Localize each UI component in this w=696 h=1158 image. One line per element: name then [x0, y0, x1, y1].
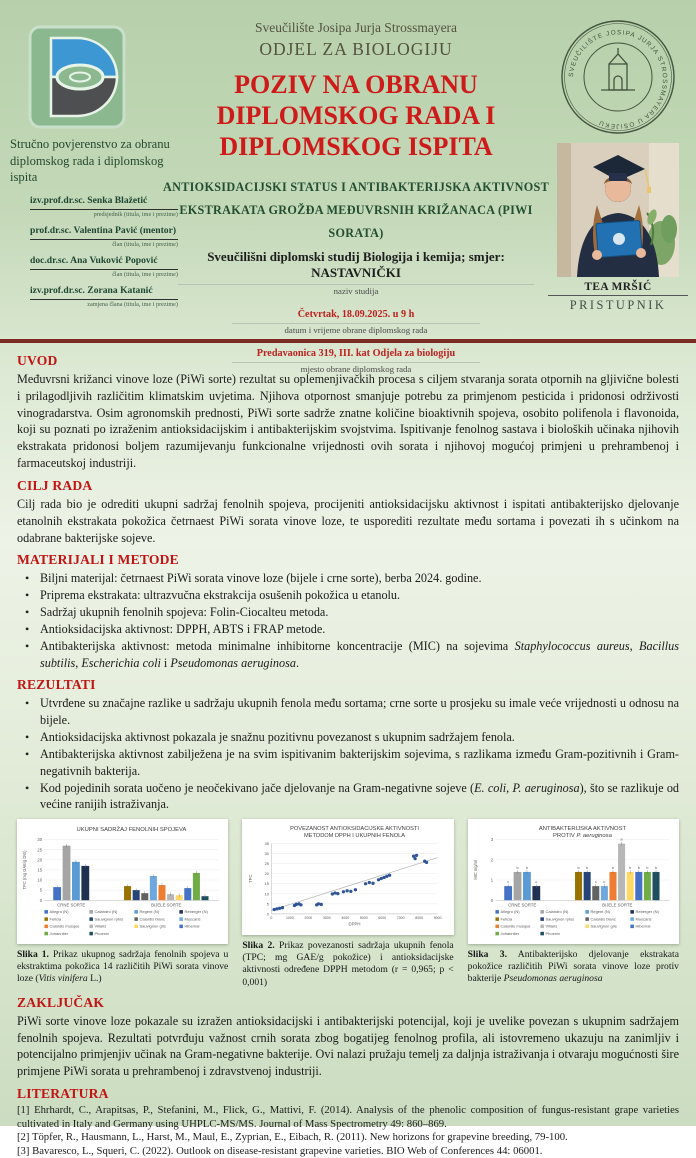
committee-member: [30, 285, 178, 308]
svg-text:Johanniter: Johanniter: [49, 931, 69, 937]
study-programme-label: naziv studija: [333, 286, 379, 297]
svg-text:30: 30: [37, 837, 42, 843]
section-heading-metode: MATERIJALI I METODE: [17, 552, 179, 568]
figure-2-chart-panel: [242, 819, 453, 935]
svg-text:1000: 1000: [286, 916, 295, 921]
svg-text:Villaris: Villaris: [545, 923, 557, 929]
svg-text:15: 15: [37, 867, 42, 873]
figure-1-chart-panel: [17, 819, 228, 943]
section-heading-cilj: CILJ RADA: [17, 477, 93, 493]
committee-member: [30, 255, 178, 278]
metode-list: [17, 570, 679, 671]
svg-text:20: 20: [37, 857, 42, 863]
scatter-chart-dpph-tpc: [244, 822, 451, 932]
svg-text:Felicia: Felicia: [500, 916, 512, 922]
svg-text:b: b: [585, 866, 588, 871]
defense-datetime-label: datum i vrijeme obrane diplomskog rada: [284, 325, 428, 336]
cilj-text: Cilj rada bio je odrediti ukupni sadržaj fenolnih spojeva, procijeniti antioksidacijsku aktivnost i ispitati antibakterijsko djelovanje etanolnih ekstrakata pokožica četrnaest PiWi sorata vinove loze, te usporediti rezultate među sortama i povezati ih s učinkom na odabrane bakterijske sojeve.: [17, 496, 679, 545]
svg-text:b: b: [516, 866, 519, 871]
svg-text:Calardis musque: Calardis musque: [500, 923, 531, 929]
svg-text:10: 10: [37, 877, 42, 883]
svg-text:Sauvignon gris: Sauvignon gris: [139, 923, 166, 929]
svg-text:Calandro (N): Calandro (N): [94, 909, 118, 915]
study-programme: Sveučilišni diplomski studij Biologija i kemija; smjer: NASTAVNIČKI: [207, 249, 505, 281]
header-right: [548, 18, 688, 313]
svg-text:c: c: [506, 880, 509, 885]
svg-text:Muscaris: Muscaris: [635, 916, 652, 922]
svg-text:Villaris: Villaris: [94, 923, 107, 929]
defense-datetime: Četvrtak, 18.09.2025. u 9 h: [297, 309, 415, 321]
svg-text:c: c: [603, 880, 605, 885]
divider: [232, 362, 480, 363]
rezultati-list: [17, 695, 679, 813]
svg-text:Reberger (N): Reberger (N): [184, 909, 208, 915]
svg-text:Felicia: Felicia: [49, 916, 62, 922]
list-item: • Antioksidacijska aktivnost: DPPH, ABTS i FRAP metode.: [17, 621, 679, 638]
svg-text:Sauvignon rytos: Sauvignon rytos: [94, 916, 124, 922]
svg-text:25: 25: [264, 861, 270, 867]
poster-body: [0, 344, 696, 1158]
logo-graphic: [27, 24, 127, 130]
svg-text:POVEZANOST ANTIOKSIDACIJSKE AK: POVEZANOST ANTIOKSIDACIJSKE AKTIVNOSTI: [290, 826, 420, 833]
svg-text:Regent (N): Regent (N): [139, 909, 160, 915]
section-heading-zakljucak: ZAKLJUČAK: [17, 994, 105, 1010]
committee-member-role: član (titula, ime i prezime): [112, 240, 178, 248]
svg-text:0: 0: [39, 898, 42, 904]
committee-member-role: član (titula, ime i prezime): [112, 270, 178, 278]
list-item: • Antibakterijska aktivnost: metoda minimalne inhibitorne koncentracije (MIC) na sojevima Staphylococcus aureus, Bacillus subtilis, Escherichia coli i Pseudomonas aeruginosa.: [17, 638, 679, 672]
svg-text:20: 20: [264, 871, 270, 877]
figure-2-caption: Slika 2. Prikaz povezanosti sadržaja ukupnih fenola (TPC; mg GAE/g pokožice) i antioksidacijske aktivnosti određene DPPH metodom (r = 0,965; p < 0,001): [242, 939, 454, 988]
committee-member: [30, 225, 178, 248]
committee-member-role: zamjena člana (titula, ime i prezime): [87, 300, 178, 308]
uvod-text: Međuvrsni križanci vinove loze (PiWi sorte) rezultat su oplemenjivačkih procesa s ciljem stvaranja sorata otpornih na gljivične bolesti i prilagodljivih različitim klimatskim uvjetima. Njihova otpornost smanjuje potrebu za primjenom pesticida i pridonosi održivosti vinogradarstva. Osim agronomskih prednosti, PiWi sorte sadrže znatne količine bioaktivnih spojeva, osobito polifenola i flavonoida, koji su poznati po izraženim antioksidacijskim i antibakterijskim svojstvima. Ispitivanje fenolnog sastava i bioloških učinaka njihovih ekstrakata pridonosi boljem razumijevanju funkcionalne vrijednosti ovih sorata i njihovoj mogućoj primjeni u prehrambenoj i farmaceutskoj industriji.: [17, 372, 679, 471]
committee-member-role: predsjednik (titula, ime i prezime): [93, 210, 178, 218]
svg-text:6000: 6000: [378, 916, 387, 921]
seal-emblem-icon: [601, 48, 635, 90]
svg-text:DPPH: DPPH: [348, 921, 361, 927]
svg-text:3: 3: [490, 837, 493, 843]
svg-text:9000: 9000: [434, 916, 442, 921]
reference-item: [1] Ehrhardt, C., Arapitsas, P., Stefanini, M., Flick, G., Mattivi, F. (2014). Analysis of the phenolic composition of fungus-resistant grape varieties cultivated in Italy and Germany using UHPLC-MS/MS. Journal of Mass Spectrometry 49: 860–869.: [17, 1104, 679, 1130]
svg-text:Sauvignon gris: Sauvignon gris: [590, 923, 617, 929]
list-item: • Antibakterijska aktivnost zabilježena je na svim ispitivanim bakterijskim sojevima, s razlikama između Gram-pozitivnih i Gram-negativnih bakterija.: [17, 746, 679, 780]
svg-text:35: 35: [264, 841, 270, 847]
svg-text:Hibernal: Hibernal: [184, 923, 200, 929]
defense-venue-label: mjesto obrane diplomskog rada: [300, 364, 412, 375]
defense-venue: Predavaonica 319, III. kat Odjela za biologiju: [256, 348, 456, 360]
svg-text:b: b: [611, 866, 614, 871]
list-item: • Kod pojedinih sorata uočeno je neočekivano jače djelovanje na Gram-negativne sojeve (E. coli, P. aeruginosa), što se razlikuje od većine ranijih istraživanja.: [17, 780, 679, 814]
committee-panel: [10, 136, 178, 315]
svg-text:Calandro (N): Calandro (N): [545, 909, 569, 915]
svg-text:c: c: [535, 880, 537, 885]
committee-label: Stručno povjerenstvo za obranu diplomskog rada i diplomskog ispita: [10, 137, 170, 185]
svg-text:0: 0: [490, 898, 493, 904]
biology-department-logo-icon: [27, 24, 127, 130]
svg-text:CRNE SORTE: CRNE SORTE: [57, 902, 86, 908]
university-name: Sveučilište Josipa Jurja Strossmayera: [254, 20, 458, 35]
thesis-title: ANTIOKSIDACIJSKI STATUS I ANTIBAKTERIJSKA AKTIVNOST EKSTRAKATA GROŽĐA MEĐUVRSNIH KRIŽANACA (PIWI SORATA): [163, 179, 549, 240]
university-seal-icon: [559, 18, 677, 136]
svg-text:PROTIV P. aeruginosa: PROTIV P. aeruginosa: [552, 833, 612, 840]
svg-text:Reberger (N): Reberger (N): [635, 909, 659, 915]
svg-text:1: 1: [490, 877, 493, 883]
committee-member-name: izv.prof.dr.sc. Senka Blažetić: [30, 195, 178, 210]
department-name: ODJEL ZA BIOLOGIJU: [259, 39, 453, 59]
svg-text:5000: 5000: [360, 916, 368, 921]
poster-title: POZIV NA OBRANU DIPLOMSKOG RADA I DIPLOMSKOG ISPITA: [216, 70, 496, 162]
svg-text:4000: 4000: [341, 916, 350, 921]
svg-text:0: 0: [267, 911, 270, 917]
svg-text:2: 2: [490, 857, 493, 863]
svg-text:Regent (N): Regent (N): [590, 909, 610, 915]
svg-text:METODOM DPPH I UKUPNIH FENOLA: METODOM DPPH I UKUPNIH FENOLA: [304, 833, 406, 840]
figure-2: [242, 819, 453, 989]
bar-chart-antibacterial-mic: [470, 822, 677, 940]
svg-text:0: 0: [270, 916, 273, 921]
candidate-role-label: PRISTUPNIK: [569, 298, 667, 312]
zakljucak-text: PiWi sorte vinove loze pokazale su izražen antioksidacijski i antibakterijski potencijal, koji je uvelike povezan s ukupnim sadržajem fenolnih spojeva. Rezultati potvrđuju važnost crnih sorata zbog bogatijeg fenolnog profila, ali istovremeno ukazuju na zanimljiv i potencijalno primjenjiv učinak na Gram-negativne bakterije. Ovi nalazi pružaju temelj za daljnja istraživanja i otvaraju mogućnosti šire primjene PiWi sorata u prehrambenoj i zdravstvenoj industriji.: [17, 1013, 679, 1079]
svg-text:Muscaris: Muscaris: [184, 916, 201, 922]
committee-member-name: doc.dr.sc. Ana Vuković Popović: [30, 255, 178, 270]
list-item: • Antioksidacijska aktivnost pokazala je snažnu pozitivnu povezanost s ukupnim sadržajem fenola.: [17, 729, 679, 746]
svg-text:8000: 8000: [415, 916, 424, 921]
references-list: [17, 1104, 679, 1158]
svg-text:25: 25: [37, 847, 42, 853]
list-item: • Priprema ekstrakata: ultrazvučna ekstrakcija osušenih pokožica u etanolu.: [17, 587, 679, 604]
figure-3-caption: Slika 3. Antibakterijsko djelovanje ekstrakata pokožice različitih PiWi sorata vinove loze protiv bakterije Pseudomonas aeruginosa: [467, 948, 679, 985]
svg-text:SVEUČILIŠTE JOSIPA JURJA STROS: SVEUČILIŠTE JOSIPA JURJA STROSSMAYERA U OSIJEKU: [567, 29, 669, 130]
svg-text:Allegro (N): Allegro (N): [49, 909, 69, 915]
svg-text:Calardis blanc: Calardis blanc: [590, 916, 616, 922]
svg-text:CRNE SORTE: CRNE SORTE: [507, 902, 536, 908]
svg-text:5: 5: [39, 887, 42, 893]
figure-1-caption: Slika 1. Prikaz ukupnog sadržaja fenolnih spojeva u ekstraktima pokožica 14 različitih PiWi sorata vinove loze (Vitis vinifera L.): [17, 948, 229, 985]
svg-text:TPC: TPC: [248, 874, 254, 884]
svg-text:b: b: [628, 866, 631, 871]
svg-text:Allegro (N): Allegro (N): [500, 909, 520, 915]
section-heading-uvod: UVOD: [17, 353, 58, 368]
svg-text:Sauvignon rytos: Sauvignon rytos: [545, 916, 574, 922]
section-heading-literatura: LITERATURA: [17, 1086, 109, 1102]
svg-text:7000: 7000: [397, 916, 405, 921]
svg-text:ANTIBAKTERIJSKA AKTIVNOST: ANTIBAKTERIJSKA AKTIVNOST: [538, 826, 626, 833]
svg-text:Hibernal: Hibernal: [635, 923, 651, 929]
svg-text:Johanniter: Johanniter: [500, 931, 519, 937]
header-divider: [0, 339, 696, 343]
svg-text:b: b: [646, 866, 649, 871]
svg-text:a: a: [620, 837, 623, 842]
list-item: • Biljni materijal: četrnaest PiWi sorata vinove loze (bijele i crne sorte), berba 2024. godine.: [17, 570, 679, 587]
student-photo: [557, 143, 679, 277]
svg-text:b: b: [577, 866, 580, 871]
figure-1: [17, 819, 228, 985]
svg-text:b: b: [525, 866, 528, 871]
svg-text:10: 10: [264, 891, 270, 897]
svg-text:Calardis musque: Calardis musque: [49, 923, 80, 929]
svg-text:2000: 2000: [304, 916, 313, 921]
svg-text:TPC (mg GAE/g DW): TPC (mg GAE/g DW): [21, 850, 27, 890]
list-item: • Utvrđene su značajne razlike u sadržaju ukupnih fenola među sortama; crne sorte u prosjeku su imale veće vrijednosti u odnosu na bijele.: [17, 695, 679, 729]
divider: [178, 284, 535, 285]
svg-text:UKUPNI SADRŽAJ FENOLNIH SPOJEV: UKUPNI SADRŽAJ FENOLNIH SPOJEVA: [76, 827, 187, 834]
svg-text:Phoenix: Phoenix: [545, 931, 560, 937]
svg-text:MIC mg/ml: MIC mg/ml: [472, 860, 478, 881]
svg-text:15: 15: [264, 881, 270, 887]
svg-text:30: 30: [264, 851, 270, 857]
committee-member-name: prof.dr.sc. Valentina Pavić (mentor): [30, 225, 178, 240]
header-center: [162, 20, 550, 374]
figure-3: [468, 819, 679, 985]
section-heading-rezultati: REZULTATI: [17, 677, 96, 693]
reference-item: [3] Bavaresco, L., Squeri, C. (2022). Outlook on disease-resistant grapevine varieties. BIO Web of Conferences 44: 06001.: [17, 1144, 543, 1157]
svg-text:5: 5: [267, 901, 270, 907]
committee-member-name: izv.prof.dr.sc. Zorana Katanić: [30, 285, 178, 300]
bar-chart-total-phenolics: [19, 822, 226, 940]
figure-3-chart-panel: [468, 819, 679, 943]
svg-text:3000: 3000: [323, 916, 332, 921]
committee-member: [30, 195, 178, 218]
svg-text:BIJELE SORTE: BIJELE SORTE: [601, 902, 633, 908]
reference-item: [2] Töpfer, R., Hausmann, L., Harst, M., Maul, E., Zyprian, E., Eibach, R. (2011). New horizons for grapevine breeding, 79-100.: [17, 1131, 568, 1144]
divider: [232, 323, 480, 324]
svg-text:Calardis blanc: Calardis blanc: [139, 916, 165, 922]
list-item: • Sadržaj ukupnih fenolnih spojeva: Folin-Ciocalteu metoda.: [17, 604, 679, 621]
svg-text:Phoenix: Phoenix: [94, 931, 109, 937]
figures-row: [17, 819, 679, 989]
svg-text:b: b: [637, 866, 640, 871]
svg-text:b: b: [654, 866, 657, 871]
svg-text:c: c: [594, 880, 597, 885]
candidate-name: TEA MRŠIĆ: [548, 281, 688, 296]
svg-text:BIJELE SORTE: BIJELE SORTE: [151, 902, 182, 908]
